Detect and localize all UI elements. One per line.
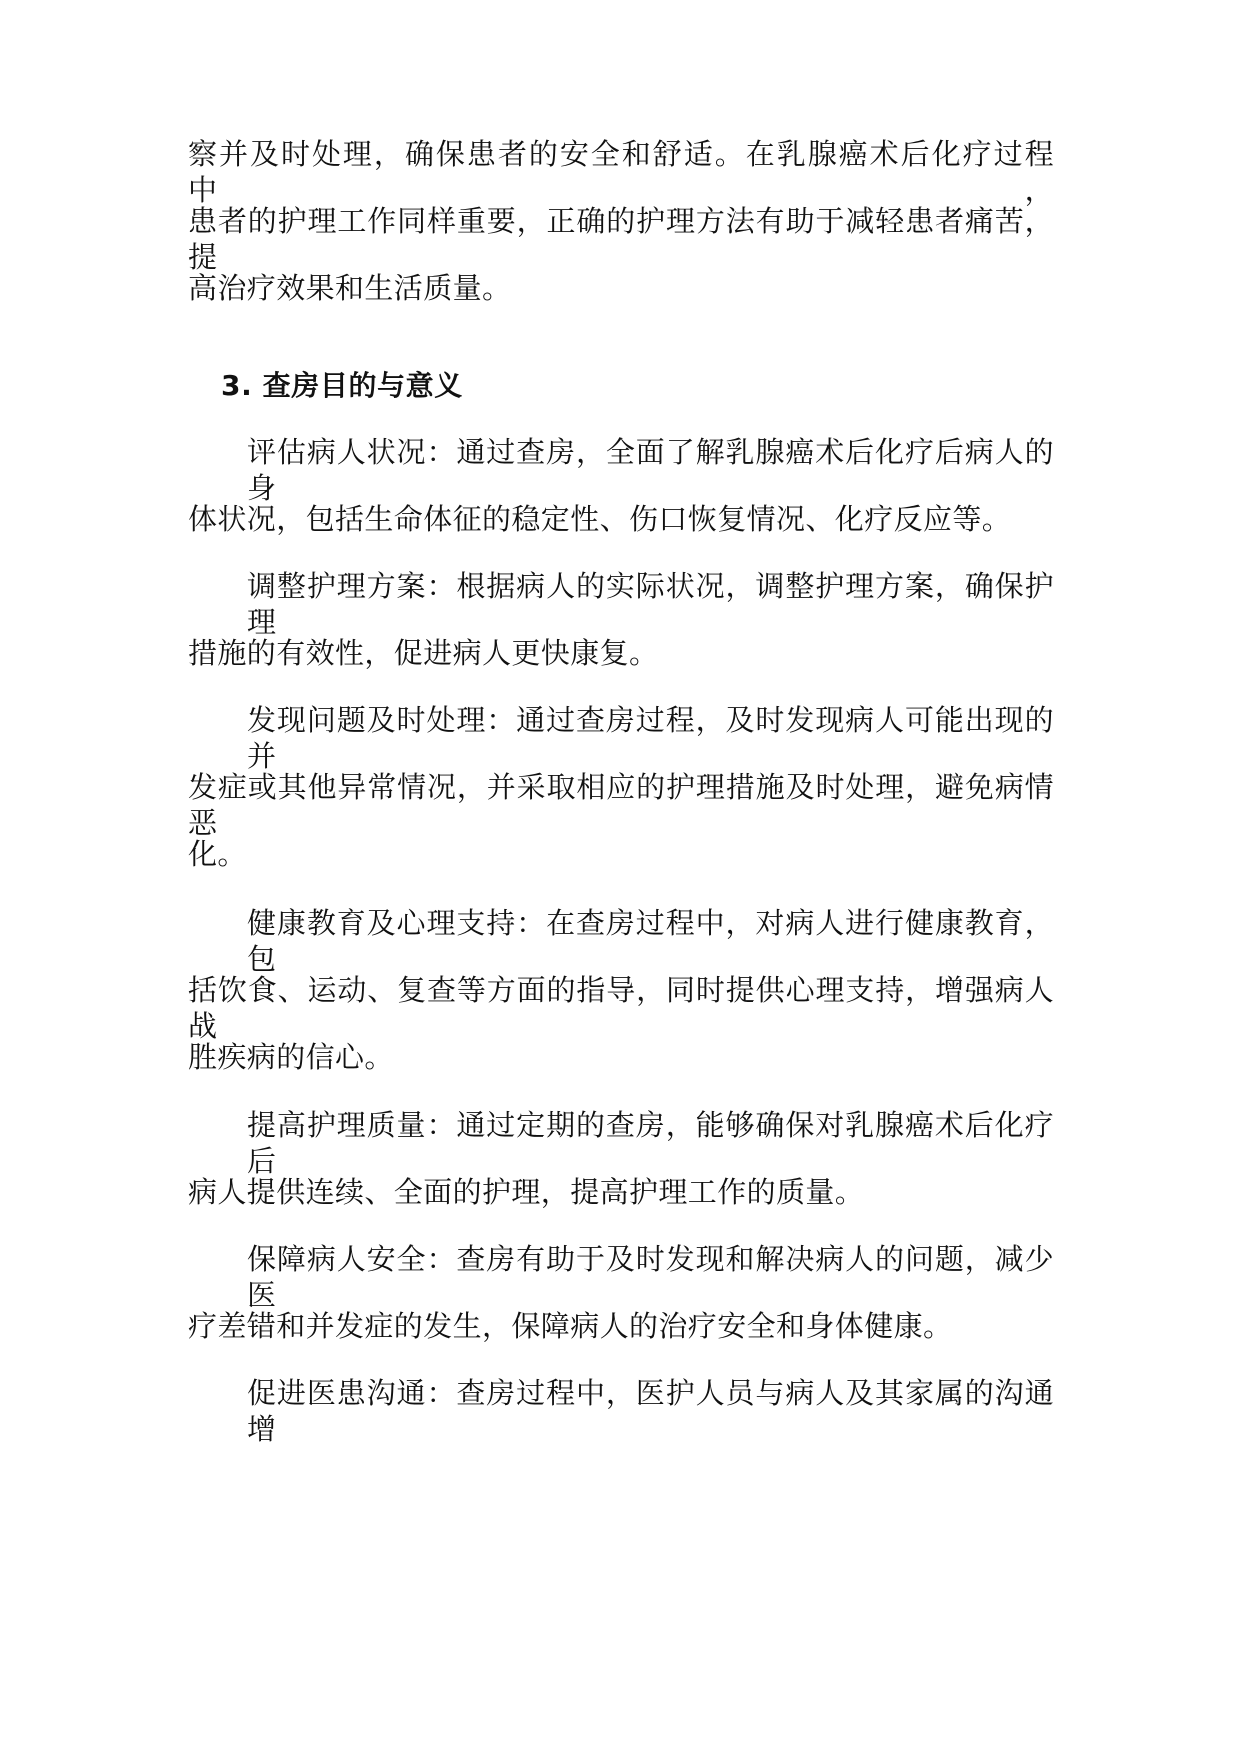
paragraph-5-line-2: 病人提供连续、全面的护理，提高护理工作的质量。 [188,1175,865,1209]
paragraph-5-line-1: 提高护理质量：通过定期的查房，能够确保对乳腺癌术后化疗后 [247,1108,1054,1178]
paragraph-3-line-3: 化。 [188,837,247,871]
paragraph-4-line-2: 括饮食、运动、复查等方面的指导，同时提供心理支持，增强病人战 [188,973,1054,1043]
intro-line-2: 患者的护理工作同样重要，正确的护理方法有助于减轻患者痛苦，提 [188,204,1054,274]
paragraph-2-line-1: 调整护理方案：根据病人的实际状况，调整护理方案，确保护理 [247,569,1054,639]
paragraph-6-line-2: 疗差错和并发症的发生，保障病人的治疗安全和身体健康。 [188,1309,953,1343]
paragraph-3-line-1: 发现问题及时处理：通过查房过程，及时发现病人可能出现的并 [247,703,1054,773]
paragraph-4-line-3: 胜疾病的信心。 [188,1040,394,1074]
section-heading: 3. 查房目的与意义 [221,369,463,402]
paragraph-7-line-1: 促进医患沟通：查房过程中，医护人员与病人及其家属的沟通增 [247,1376,1054,1446]
paragraph-1-line-2: 体状况，包括生命体征的稳定性、伤口恢复情况、化疗反应等。 [188,502,1012,536]
paragraph-6-line-1: 保障病人安全：查房有助于及时发现和解决病人的问题，减少医 [247,1242,1054,1312]
intro-line-3: 高治疗效果和生活质量。 [188,271,512,305]
paragraph-4-line-1: 健康教育及心理支持：在查房过程中，对病人进行健康教育，包 [247,906,1054,976]
paragraph-2-line-2: 措施的有效性，促进病人更快康复。 [188,636,659,670]
intro-line-1: 察并及时处理，确保患者的安全和舒适。在乳腺癌术后化疗过程中， [188,137,1054,207]
paragraph-1-line-1: 评估病人状况：通过查房，全面了解乳腺癌术后化疗后病人的身 [247,435,1054,505]
paragraph-3-line-2: 发症或其他异常情况，并采取相应的护理措施及时处理，避免病情恶 [188,770,1054,840]
